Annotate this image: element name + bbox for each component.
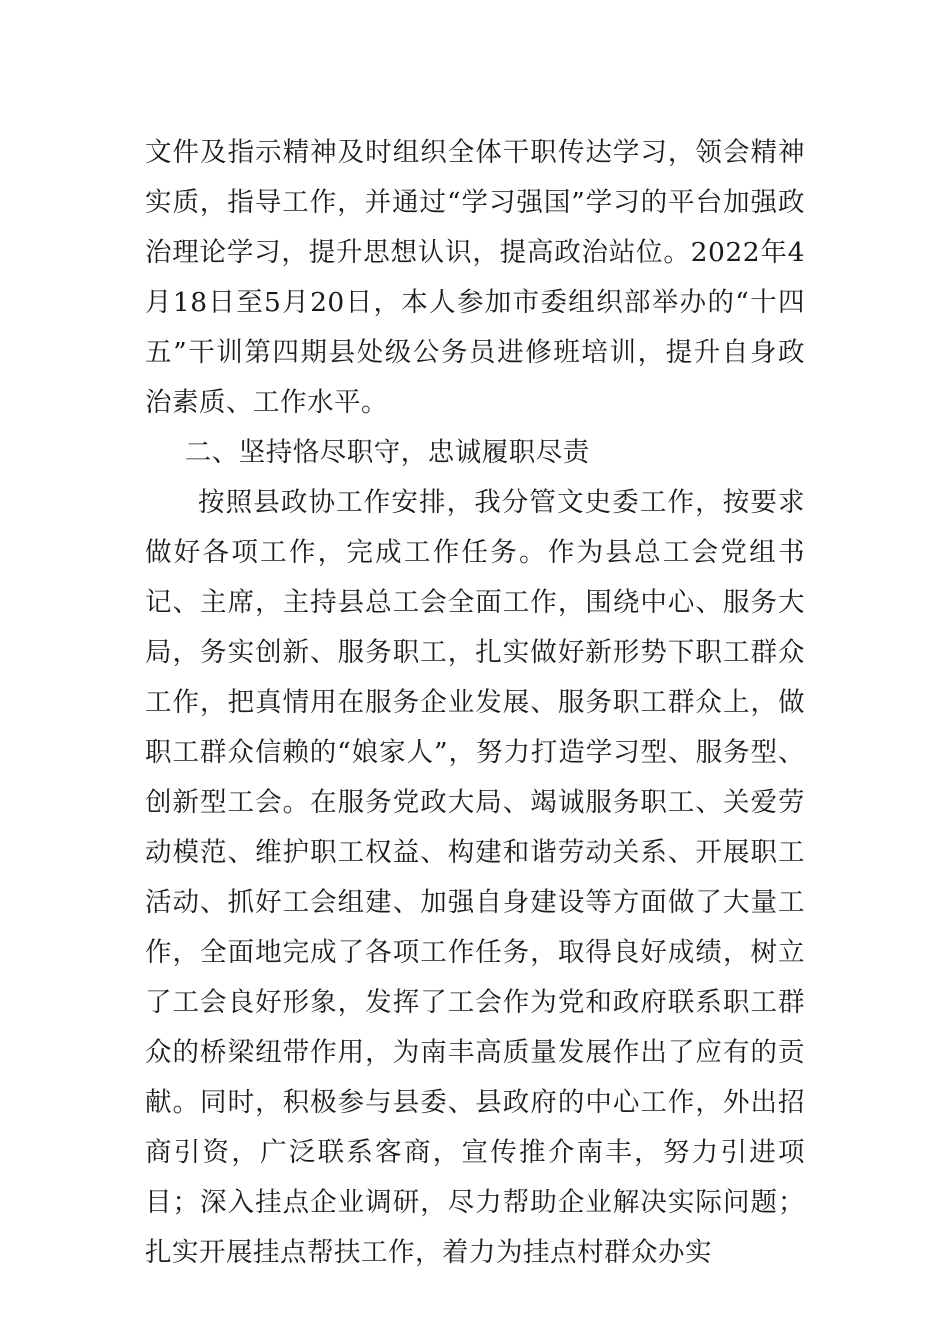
section-heading: 二、坚持恪尽职守，忠诚履职尽责 (184, 437, 590, 468)
paragraph-body: 按照县政协工作安排，我分管文史委工作，按要求做好各项工作，完成工作任务。作为县总工会党组书记、主席，主持县总工会全面工作，围绕中心、服务大局，务实创新、服务职工，扎实做好新形势下职工群众工作，把真情用在服务企业发展、服务职工群众上，做职工群众信赖的“娘家人”，努力打造学习型、服务型、创新型工会。在服务党政大局、竭诚服务职工、关爱劳动模范、维护职工权益、构建和谐劳动关系、开展职工活动、抓好工会组建、加强自身建设等方面做了大量工作，全面地完成了各项工作任务，取得良好成绩，树立了工会良好形象，发挥了工会作为党和政府联系职工群众的桥梁纽带作用，为南丰高质量发展作出了应有的贡献。同时，积极参与县委、县政府的中心工作，外出招商引资，广泛联系客商，宣传推介南丰，努力引进项目；深入挂点企业调研，尽力帮助企业解决实际问题；扎实开展挂点帮扶工作，着力为挂点村群众办实 (145, 487, 805, 1268)
paragraph-continued: 文件及指示精神及时组织全体干职传达学习，领会精神实质，指导工作，并通过“学习强国”学习的平台加强政治理论学习，提升思想认识，提高政治站位。2022年4月18日至5月20日，本人参加市委组织部举办的“十四五”干训第四期县处级公务员进修班培训，提升自身政治素质、工作水平。 (145, 137, 805, 418)
document-body (145, 128, 805, 1278)
